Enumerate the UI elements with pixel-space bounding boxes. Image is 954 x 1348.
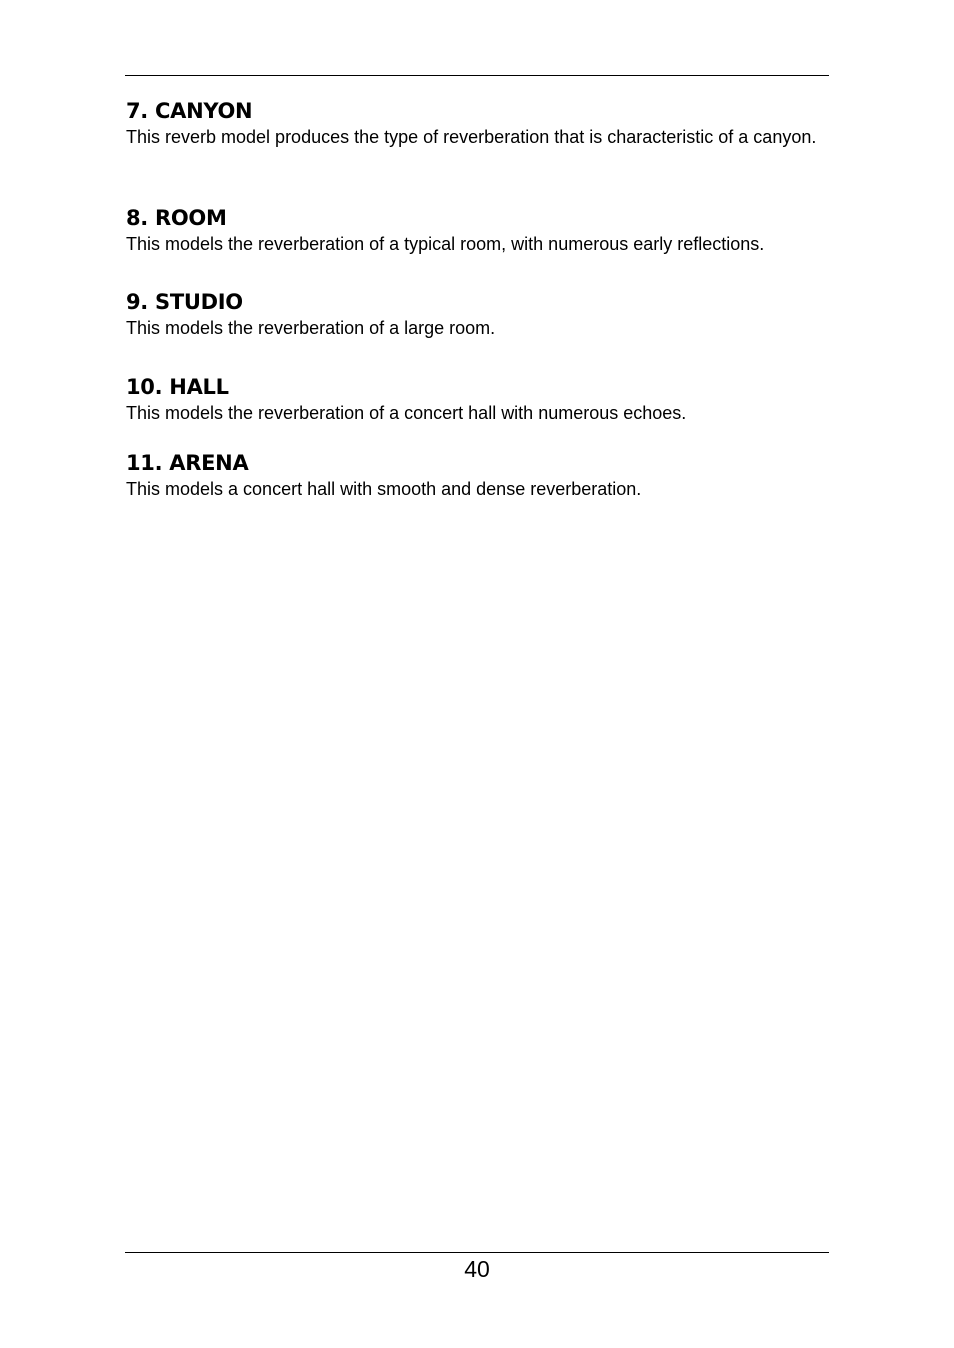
section-description: This models the reverberation of a concert hall with numerous echoes. (126, 403, 687, 423)
section-heading: 7. CANYON (126, 99, 253, 123)
section-hall (126, 372, 686, 425)
section-heading: 9. STUDIO (126, 290, 243, 314)
section-description: This reverb model produces the type of reverberation that is characteristic of a canyon. (126, 127, 817, 147)
section-heading: 11. ARENA (126, 451, 249, 475)
section-canyon (126, 96, 816, 149)
section-studio (126, 287, 495, 340)
top-divider (125, 75, 829, 76)
section-description: This models the reverberation of a large room. (126, 318, 496, 338)
section-arena (126, 448, 641, 501)
section-description: This models a concert hall with smooth and dense reverberation. (126, 479, 642, 499)
bottom-divider (125, 1252, 829, 1253)
section-heading: 8. ROOM (126, 206, 227, 230)
page-number: 40 (464, 1256, 490, 1282)
section-description: This models the reverberation of a typical room, with numerous early reflections. (126, 234, 765, 254)
section-room (126, 203, 764, 256)
section-heading: 10. HALL (126, 375, 229, 399)
